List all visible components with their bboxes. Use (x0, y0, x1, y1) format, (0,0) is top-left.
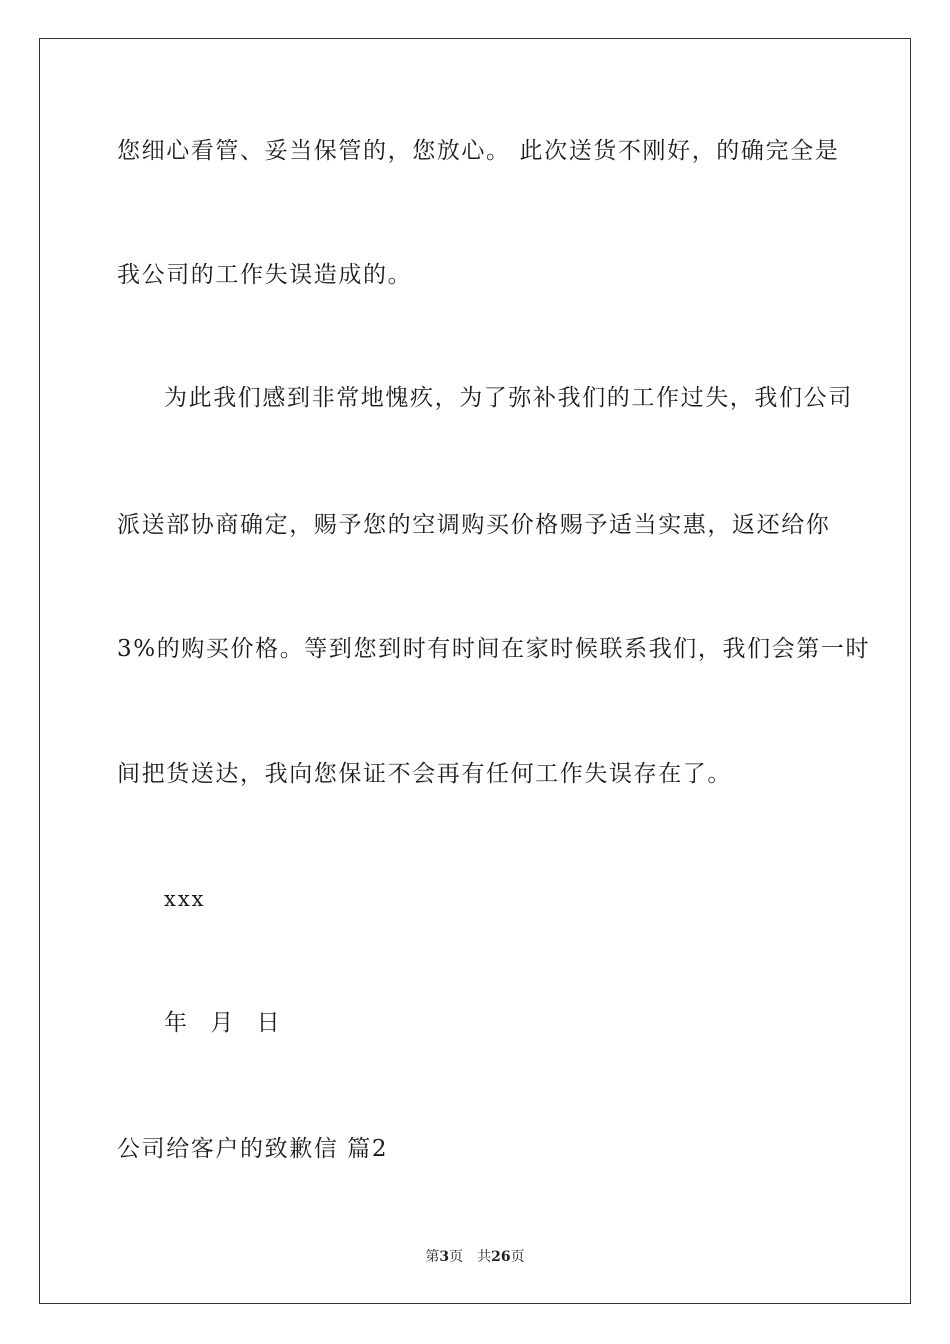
date-year: 年 (164, 1010, 188, 1036)
page-border (39, 38, 911, 1304)
page-footer (0, 1248, 950, 1266)
page-suffix: 页 (449, 1249, 464, 1265)
body-line-2: 我公司的工作失误造成的。 (117, 262, 413, 288)
section-heading: 公司给客户的致歉信 篇2 (117, 1136, 389, 1162)
total-suffix: 页 (510, 1249, 525, 1265)
body-line-6: 间把货送达，我向您保证不会再有任何工作失误存在了。 (117, 761, 732, 787)
body-line-3: 为此我们感到非常地愧疚，为了弥补我们的工作过失，我们公司 (164, 385, 853, 411)
date-line (164, 1008, 884, 1038)
signature: xxx (164, 887, 206, 911)
date-day: 日 (256, 1010, 281, 1036)
total-pages-number: 26 (491, 1249, 511, 1265)
body-line-5: 3%的购买价格。等到您到时有时间在家时候联系我们，我们会第一时 (117, 636, 871, 662)
date-month: 月 (210, 1010, 235, 1036)
current-page-number: 3 (439, 1249, 450, 1265)
body-line-4: 派送部协商确定，赐予您的空调购买价格赐予适当实惠，返还给你 (117, 512, 831, 538)
total-prefix: 共 (477, 1249, 492, 1265)
body-line-1: 您细心看管、妥当保管的，您放心。 此次送货不刚好，的确完全是 (117, 138, 840, 164)
page-prefix: 第 (425, 1249, 440, 1265)
